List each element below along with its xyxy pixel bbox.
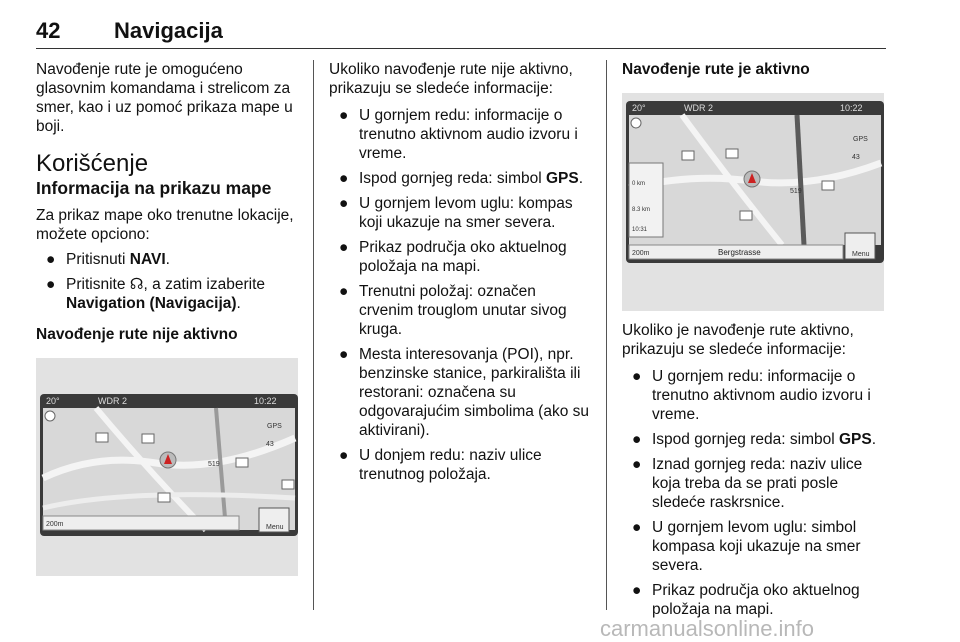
list-item: ● Pritisnite ☊, a zatim izaberite Navigation (Navigacija).: [46, 276, 265, 312]
menu-button-label: Menu: [852, 251, 870, 258]
column-3: [622, 60, 890, 631]
list-item: ● Pritisnuti NAVI.: [46, 251, 170, 268]
active-info-intro: Ukoliko je navođenje rute aktivno, prikazuju se sledeće informacije:: [622, 322, 854, 358]
gps-symbol: GPS: [267, 423, 282, 430]
audio-temp: 20°: [632, 103, 646, 113]
section-heading: Korišćenje: [36, 150, 149, 177]
clock-time: 10:22: [254, 396, 277, 406]
active-info-list: [622, 367, 890, 619]
gps-symbol: GPS: [853, 136, 868, 143]
list-item: ● Ispod gornjeg reda: simbol GPS.: [339, 170, 584, 187]
arrival-time: 10:31: [632, 227, 648, 233]
list-item: ● U gornjem levom uglu: kompas koji ukazuje na smer severa.: [339, 195, 573, 231]
home-icon: ☊: [129, 276, 144, 293]
street-name: Bergstrasse: [718, 248, 761, 257]
subsection-heading: Informacija na prikazu mape: [36, 178, 272, 198]
audio-station: WDR 2: [684, 103, 713, 113]
audio-station: WDR 2: [98, 396, 127, 406]
list-item: ● U donjem redu: naziv ulice trenutnog položaja.: [339, 447, 542, 483]
intro-paragraph: Navođenje rute je omogućeno glasovnim komandama i strelicom za smer, kao i uz pomoć prikaza mape u boji.: [36, 61, 293, 135]
road-label-43: 43: [852, 154, 860, 161]
next-turn-distance: 0 km: [632, 181, 646, 187]
clock-time: 10:22: [840, 103, 863, 113]
column-divider: [313, 60, 314, 610]
list-item: ● U gornjem redu: informacije o trenutno aktivnom audio izvoru i vreme.: [339, 107, 578, 162]
map-screen-active: [622, 93, 884, 311]
list-item: ● Mesta interesovanja (POI), npr. benzinske stanice, parkirališta ili restorani: označena su odgovarajućim simbolima (ako su aktivirani).: [339, 346, 590, 439]
inactive-info-list: [329, 106, 594, 484]
remaining-distance: 8.3 km: [632, 207, 651, 213]
page-header: [36, 8, 886, 49]
list-item: ● Prikaz područja oko aktuelnog položaja na mapi.: [632, 582, 860, 618]
map-scale: 200m: [632, 250, 650, 257]
menu-button-label: Menu: [266, 524, 284, 531]
screen-title-inactive: Navođenje rute nije aktivno: [36, 326, 238, 343]
road-label-519: 519: [208, 461, 220, 468]
footer-watermark: carmanualsonline.info: [600, 616, 815, 641]
column-divider: [606, 60, 607, 610]
list-item: ● Prikaz područja oko aktuelnog položaja na mapi.: [339, 239, 567, 275]
inactive-info-intro: Ukoliko navođenje rute nije aktivno, prikazuju se sledeće informacije:: [329, 61, 573, 97]
column-1: [36, 60, 304, 576]
list-item: ● Ispod gornjeg reda: simbol GPS.: [632, 431, 877, 448]
map-screen-inactive: [36, 358, 298, 576]
column-2: [329, 60, 594, 496]
road-label-43: 43: [266, 441, 274, 448]
page-title: Navigacija: [114, 18, 223, 43]
list-item: ● U gornjem levom uglu: simbol kompasa koji ukazuje na smer severa.: [632, 519, 861, 574]
options-list: [36, 250, 304, 313]
options-paragraph: Za prikaz mape oko trenutne lokacije, možete opciono:: [36, 207, 294, 243]
list-item: ● Trenutni položaj: označen crvenim trouglom unutar sivog kruga.: [339, 283, 567, 338]
page-number: 42: [36, 18, 61, 43]
screen-title-active: Navođenje rute je aktivno: [622, 61, 810, 78]
road-label-519: 519: [790, 188, 802, 195]
map-scale: 200m: [46, 521, 64, 528]
list-item: ● Iznad gornjeg reda: naziv ulice koja treba da se prati posle sledeće raskrsnice.: [632, 456, 863, 511]
list-item: ● U gornjem redu: informacije o trenutno aktivnom audio izvoru i vreme.: [632, 368, 871, 423]
audio-temp: 20°: [46, 396, 60, 406]
